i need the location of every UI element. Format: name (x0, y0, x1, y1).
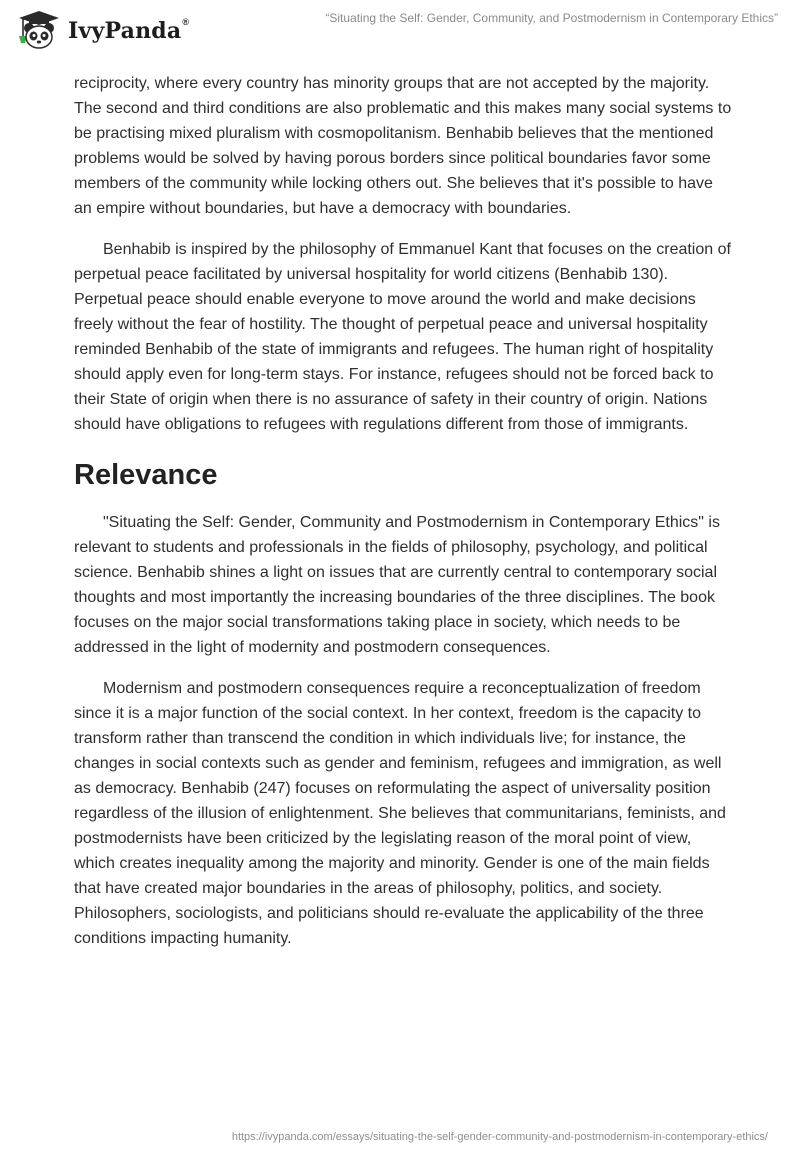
body-paragraph-1: reciprocity, where every country has minority groups that are not accepted by the majority. The second and third conditions are also problematic and this makes many social systems to be practising mixed pluralism with cosmopolitanism. Benhabib believes that the mentioned problems would be solved by having porous borders since political boundaries favor some members of the community while locking others out. She believes that it's possible to have an empire without boundaries, but have a democracy with boundaries. (74, 75, 732, 217)
essay-body (74, 71, 734, 967)
document-title: “Situating the Self: Gender, Community, and Postmodernism in Contemporary Ethics” (325, 11, 778, 25)
brand-text: IvyPanda (68, 18, 182, 44)
brand-name (68, 18, 189, 44)
body-paragraph-2: Benhabib is inspired by the philosophy of Emmanuel Kant that focuses on the creation of perpetual peace facilitated by universal hospitality for world citizens (Benhabib 130). Perpetual peace should enable everyone to move around the world and make decisions freely without the fear of hostility. The thought of perpetual peace and universal hospitality reminded Benhabib of the state of immigrants and refugees. The human right of hospitality should apply even for long-term stays. For instance, refugees should not be forced back to their State of origin when there is no assurance of safety in their country of origin. Nations should have obligations to refugees with regulations different from those of immigrants. (74, 241, 731, 433)
panda-graduation-cap-icon (14, 10, 64, 50)
section-heading-relevance: Relevance (74, 459, 218, 491)
registered-mark: ® (182, 17, 190, 27)
page-header (0, 0, 800, 60)
body-paragraph-4: Modernism and postmodern consequences require a reconceptualization of freedom since it is a major function of the social context. In her context, freedom is the capacity to transform rather than transcend the condition in which individuals live; for instance, the changes in social contexts such as gender and feminism, refugees and immigration, as well as democracy. Benhabib (247) focuses on reformulating the aspect of universality position regardless of the illusion of enlightenment. She believes that communitarians, feminists, and postmodernists have been criticized by the legislating reason of the moral point of view, which creates inequality among the majority and minority. Gender is one of the main fields that have created major boundaries in the areas of philosophy, politics, and society. Philosophers, sociologists, and politicians should re-evaluate the applicability of the three conditions impacting humanity. (74, 680, 726, 947)
ivypanda-logo[interactable] (14, 10, 189, 50)
source-url[interactable]: https://ivypanda.com/essays/situating-the-self-gender-community-and-postmodernism-in-contemporary-ethics/ (231, 1131, 768, 1143)
body-paragraph-3: "Situating the Self: Gender, Community and Postmodernism in Contemporary Ethics" is relevant to students and professionals in the fields of philosophy, psychology, and political science. Benhabib shines a light on issues that are currently central to contemporary social thoughts and most importantly the increasing boundaries of the three disciplines. The book focuses on the major social transformations taking place in society, which needs to be addressed in the light of modernity and postmodern consequences. (74, 514, 720, 656)
